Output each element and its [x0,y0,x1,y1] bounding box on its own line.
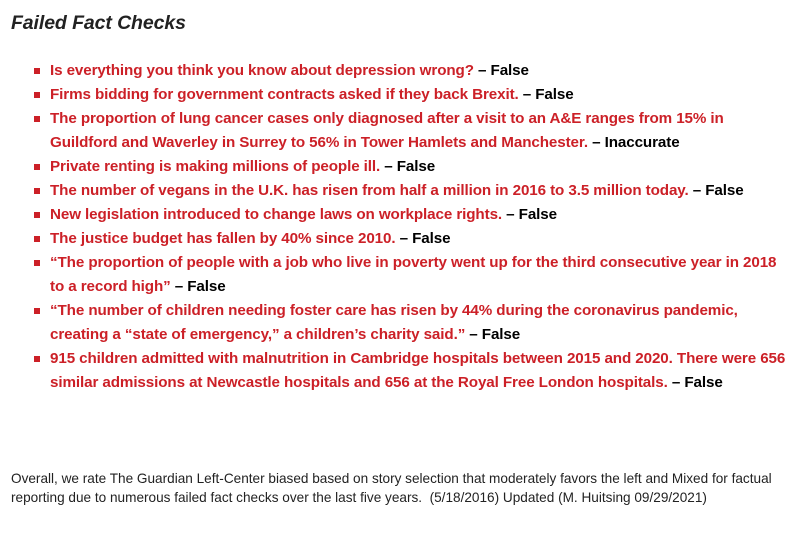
fact-check-claim-link[interactable]: The number of vegans in the U.K. has risen from half a million in 2016 to 3.5 million today. [50,182,689,199]
fact-check-rating: False [518,206,557,223]
fact-check-item [50,299,790,347]
square-bullet-icon [34,92,40,98]
fact-check-item [50,83,790,107]
fact-check-item [50,59,790,83]
rating-separator: – [380,158,397,175]
rating-summary: Overall, we rate The Guardian Left-Center biased based on story selection that moderately favors the left and Mixed for factual reporting due to numerous failed fact checks over the last five years. (5/18/2016) Updated (M. Huitsing 09/29/2021) [11,471,776,505]
fact-check-claim-link[interactable]: Private renting is making millions of people ill. [50,158,381,175]
fact-check-item [50,107,790,155]
square-bullet-icon [34,188,40,194]
square-bullet-icon [34,236,40,242]
rating-separator: – [688,182,706,199]
square-bullet-icon [34,116,40,122]
fact-check-rating: False [535,86,574,103]
fact-check-item [50,155,790,179]
fact-check-rating: False [490,62,529,79]
fact-check-item [50,179,790,203]
square-bullet-icon [34,260,40,266]
fact-check-claim-link[interactable]: The justice budget has fallen by 40% since 2010. [50,230,396,247]
fact-check-claim-link[interactable]: Firms bidding for government contracts asked if they back Brexit. [50,86,519,103]
square-bullet-icon [34,68,40,74]
rating-separator: – [667,374,685,391]
fact-check-item [50,347,790,395]
section-heading: Failed Fact Checks [11,12,186,34]
fact-check-rating: False [412,230,451,247]
fact-check-item [50,227,790,251]
rating-separator: – [518,86,536,103]
fact-check-claim-link[interactable]: “The number of children needing foster care has risen by 44% during the coronavirus pandemic, creating a “state of emergency,” a children’s charity said.” [50,302,738,343]
square-bullet-icon [34,164,40,170]
fact-check-item [50,203,790,227]
fact-check-claim-link[interactable]: Is everything you think you know about depression wrong? [50,62,474,79]
square-bullet-icon [34,308,40,314]
fact-check-list [50,59,790,395]
fact-check-rating: False [187,278,226,295]
rating-separator: – [395,230,413,247]
fact-check-claim-link[interactable]: “The proportion of people with a job who live in poverty went up for the third consecutive year in 2018 to a record high” [50,254,777,295]
fact-check-item [50,251,790,299]
fact-check-claim-link[interactable]: The proportion of lung cancer cases only diagnosed after a visit to an A&E ranges from 15% in Guildford and Waverley in Surrey to 56% in Tower Hamlets and Manchester. [50,110,724,151]
rating-separator: – [170,278,188,295]
fact-check-rating: False [705,182,744,199]
fact-check-rating: False [684,374,723,391]
rating-separator: – [473,62,491,79]
fact-check-rating: False [481,326,521,343]
rating-separator: – [588,134,605,151]
fact-check-claim-link[interactable]: 915 children admitted with malnutrition in Cambridge hospitals between 2015 and 2020. There were 656 similar admissions at Newcastle hospitals and 656 at the Royal Free London hospitals. [50,350,786,391]
square-bullet-icon [34,356,40,362]
square-bullet-icon [34,212,40,218]
rating-separator: – [465,326,482,343]
fact-check-claim-link[interactable]: New legislation introduced to change laws on workplace rights. [50,206,503,223]
rating-separator: – [502,206,519,223]
fact-check-rating: False [396,158,436,175]
fact-check-rating: Inaccurate [604,134,680,151]
